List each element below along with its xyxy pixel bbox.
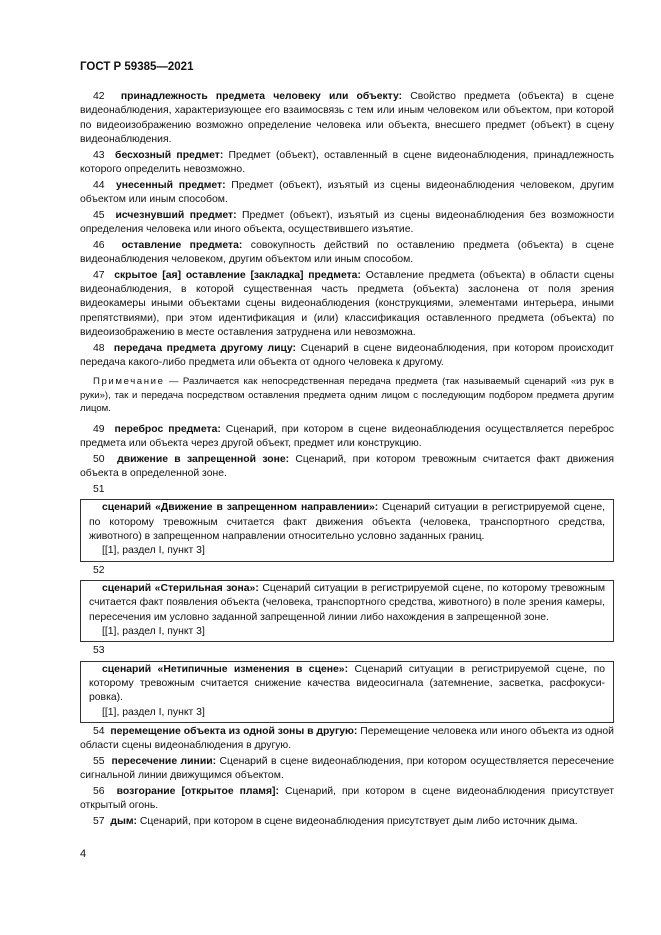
term-definition: Перемещение человека или иного объекта из одной области сцены видеонаблюдения в другую. xyxy=(80,726,614,752)
term-number: 49 xyxy=(93,423,105,435)
term-name: перемещение объекта из одной зоны в другую: xyxy=(110,726,358,738)
boxed-term-number: 52 xyxy=(93,564,105,576)
boxed-term xyxy=(80,661,614,723)
source-reference: [[1], раздел I, пункт 3] xyxy=(102,706,205,718)
boxed-term-number: 53 xyxy=(93,645,105,657)
term-entry xyxy=(80,725,614,754)
term-number: 57 xyxy=(93,816,105,827)
page-number: 4 xyxy=(80,848,87,860)
boxed-term-text xyxy=(89,501,605,544)
term-name: оставление предмета: xyxy=(121,239,243,251)
term-number: 42 xyxy=(93,91,105,102)
term-definition: Сценарий в сцене видеонаблюдения, при котором происходит передача какого-либо предмета или объекта от одного человека к другому. xyxy=(80,342,614,368)
note xyxy=(80,375,614,415)
boxed-term-text xyxy=(89,582,605,625)
term-number: 50 xyxy=(93,453,105,465)
term-name: исчезнувший предмет: xyxy=(115,209,237,221)
term-definition: Предмет (объект), изъятый из сцены видеонаблюдения человеком, другим объектом или иным способом. xyxy=(80,179,614,205)
term-entry xyxy=(80,815,614,829)
term-name: сценарий «Нетипичные изменения в сцене»: xyxy=(102,663,349,675)
term-definition: Свойство предмета (объекта) в сцене видеонаблюдения, характеризующее его взаимосвязь с тем или иным человеком или объектом, при которой по видеоизображению возможно определение человека или объекта, внесшего предмет (объект) в сцену видеонаблюдения. xyxy=(80,91,614,146)
term-entry xyxy=(80,453,614,482)
boxed-term-text xyxy=(89,663,605,706)
note-label: Примечание xyxy=(93,376,165,388)
term-entry xyxy=(80,209,614,238)
term-definition: совокупность действий по оставлению предмета (объекта) в сцене видеонаблюдения человеком, другим объектом или иным способом. xyxy=(80,239,615,265)
term-entry xyxy=(80,239,614,268)
term-entry xyxy=(80,269,614,341)
term-entry xyxy=(80,755,614,784)
term-name: пересечение линии: xyxy=(111,756,217,768)
term-number: 46 xyxy=(93,239,105,251)
term-definition: Сценарий в сцене видеонаблюдения, при котором осуществляется пересечение сигнальной линии движущимся объектом. xyxy=(80,756,614,782)
term-definition: Сценарий, при котором в сцене видеонаблюдения присутствует дым либо источник дыма. xyxy=(136,816,578,827)
term-number: 55 xyxy=(93,756,105,768)
term-name: возгорание [открытое пламя]: xyxy=(116,786,279,798)
note-text: — Различается как непосредственная передача предмета (так называемый сценарий «из рук в руки»), так и передача посредством оставления предмета одним лицом с последующим подбором предмета другим лицом. xyxy=(80,376,614,414)
term-entry xyxy=(80,785,614,814)
boxed-term xyxy=(80,499,614,561)
term-number: 48 xyxy=(93,342,105,354)
term-number: 43 xyxy=(93,149,105,161)
boxed-term-number: 51 xyxy=(93,483,105,495)
term-entry xyxy=(80,342,614,371)
term-definition: Оставление предмета (объекта) в области сцены видеонаблюдения, в которой существенная часть предмета (объекта) заслонена от поля зрения видеокамеры иными объектами сцены видеонаблюдения (конструкциями, элементами интерьера, иными препятствиями), при этом идентификация и (или) классификация оставленного предмета (объекта) по видеоизображению в месте оставления затруднена или невозможна. xyxy=(80,269,614,338)
term-entry xyxy=(80,179,614,208)
term-definition: Предмет (объект), оставленный в сцене видеонаблюдения, принадлежность которого определить невозможно. xyxy=(80,149,614,176)
term-number: 45 xyxy=(93,209,105,221)
source-reference: [[1], раздел I, пункт 3] xyxy=(102,625,205,637)
term-name: движение в запрещенной зоне: xyxy=(117,453,290,465)
term-number: 44 xyxy=(93,179,105,191)
source-reference: [[1], раздел I, пункт 3] xyxy=(102,545,205,557)
term-definition: Сценарий ситуации в регистрируемой сцене, по которому тревожным считается факт появления объекта (человека, транспортного средства, животного) в поле зрения камеры, пересечения им условно заданной запрещенной линии либо нахождения в запрещенной зоне. xyxy=(89,582,606,623)
term-number: 54 xyxy=(93,726,105,738)
term-definition: Сценарий, при котором в сцене видеонаблюдения осуществляется переброс предмета или объекта через другой объект, предмет или конструкцию. xyxy=(80,423,614,450)
term-name: дым: xyxy=(110,816,137,827)
term-entry xyxy=(80,90,614,147)
page-content xyxy=(80,90,614,831)
term-name: переброс предмета: xyxy=(114,423,221,435)
term-name: бесхозный предмет: xyxy=(115,149,224,161)
term-number: 56 xyxy=(93,786,105,798)
term-name: скрытое [ая] оставление [закладка] предмета: xyxy=(114,269,361,281)
term-definition: Сценарий ситуации в регистрируемой сцене, по которому тревожным считается факт движения объекта (человека, транспортного средства, животного) в запрещенном направлении относительно условно заданных границ. xyxy=(89,502,605,542)
term-entry xyxy=(80,423,614,452)
term-entry xyxy=(80,149,614,178)
term-definition: Предмет (объект), изъятый из сцены видеонаблюдения без возможности определения человека или иного объекта, осуществившего изъятие. xyxy=(80,209,614,235)
term-number: 47 xyxy=(93,269,105,281)
document-header: ГОСТ Р 59385—2021 xyxy=(80,61,194,73)
term-definition: Сценарий, при котором тревожным считается факт движения объекта в определенной зоне. xyxy=(80,453,614,480)
term-name: принадлежность предмета человеку или объекту: xyxy=(120,91,403,102)
term-definition: Сценарий ситуации в регистрируемой сцене, по которому тревожным считается снижение качества видеосигнала (затемнение, засветка, расфокусировка). xyxy=(89,663,605,704)
term-definition: Сценарий, при котором в сцене видеонаблюдения присутствует открытый огонь. xyxy=(80,786,614,812)
term-name: передача предмета другому лицу: xyxy=(113,342,296,354)
term-name: сценарий «Движение в запрещенном направлении»: xyxy=(102,502,379,514)
term-name: унесенный предмет: xyxy=(115,179,226,191)
boxed-term xyxy=(80,580,614,642)
term-name: сценарий «Стерильная зона»: xyxy=(102,582,259,594)
